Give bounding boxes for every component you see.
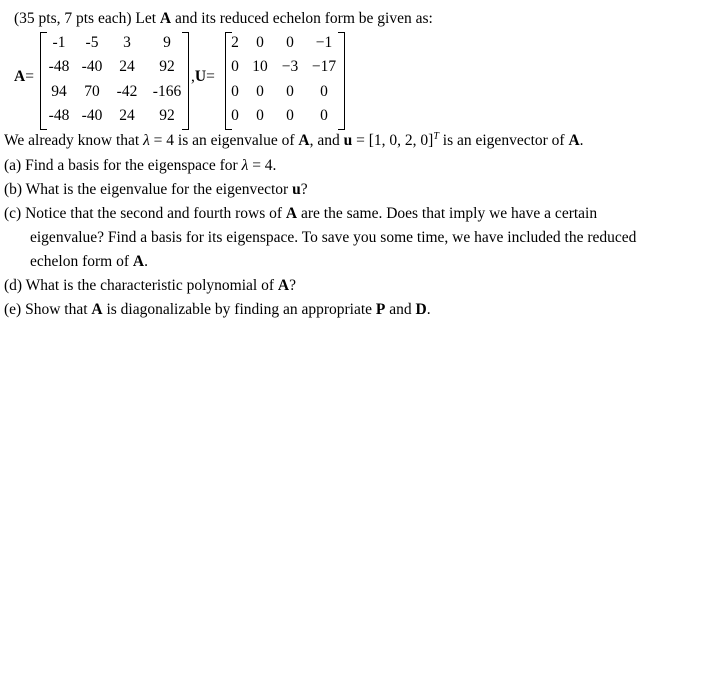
matrix-u-cell: 0 xyxy=(256,107,264,124)
matrix-a-cell: -5 xyxy=(85,34,99,51)
question-a: (a) Find a basis for the eigenspace for λ = 4. xyxy=(4,157,277,174)
matrix-u-cell: −3 xyxy=(281,58,299,75)
problem-intro xyxy=(14,10,433,28)
matrix-a-cell: 24 xyxy=(119,107,135,124)
matrix-u-cell: 0 xyxy=(286,34,294,51)
matrix-u-label: ,U= xyxy=(191,68,215,85)
matrix-a-cell: 92 xyxy=(159,58,175,75)
matrix-a-cell: -48 xyxy=(48,58,70,75)
matrix-a-cell: -40 xyxy=(81,107,103,124)
question-b: (b) What is the eigenvalue for the eigenvector u? xyxy=(4,181,308,198)
matrix-a-cell: 24 xyxy=(119,58,135,75)
matrix-a-label: A= xyxy=(14,68,34,85)
matrix-a-cell: -48 xyxy=(48,107,70,124)
matrix-u-cell: 0 xyxy=(286,83,294,100)
matrix-a-cell: 9 xyxy=(163,34,171,51)
matrix-a-cell: 3 xyxy=(123,34,131,51)
matrix-a-cell: -166 xyxy=(152,83,182,100)
intro-matrix-a: A xyxy=(159,10,172,27)
matrix-u-cell: 10 xyxy=(252,58,268,75)
intro-points: (35 pts, 7 pts each) Let xyxy=(14,10,160,27)
matrix-a-cell: -40 xyxy=(81,58,103,75)
problem-page xyxy=(0,0,668,352)
question-c-line-2: eigenvalue? Find a basis for its eigenspace. To save you some time, we have included the reduced xyxy=(30,229,637,246)
question-e: (e) Show that A is diagonalizable by finding an appropriate P and D. xyxy=(4,301,431,318)
matrix-a-cell: -1 xyxy=(52,34,66,51)
matrix-u-cell: 0 xyxy=(231,58,239,75)
matrix-u-cell: 0 xyxy=(231,83,239,100)
matrix-u-cell: 0 xyxy=(256,34,264,51)
question-d: (d) What is the characteristic polynomial of A? xyxy=(4,277,296,294)
matrix-a-cell: 70 xyxy=(84,83,100,100)
question-c-line-3: echelon form of A. xyxy=(30,253,148,270)
matrix-a-cell: 92 xyxy=(159,107,175,124)
matrix-u-cell: −1 xyxy=(315,34,333,51)
matrix-u-cell: 0 xyxy=(320,83,328,100)
matrix-u-cell: 0 xyxy=(256,83,264,100)
matrix-u-cell: 0 xyxy=(320,107,328,124)
question-c: (c) Notice that the second and fourth rows of A are the same. Does that imply we have a certain xyxy=(4,205,598,222)
matrix-u-cell: 0 xyxy=(231,107,239,124)
known-eigen-statement: We already know that λ = 4 is an eigenvalue of A, and u = [1, 0, 2, 0]$^T$ is an eigenvector of A. xyxy=(4,131,584,149)
matrix-a-cell: -42 xyxy=(116,83,138,100)
matrix-u-cell: 0 xyxy=(286,107,294,124)
matrix-u-cell: 2 xyxy=(231,34,239,51)
intro-rest: and its reduced echelon form be given as: xyxy=(171,10,433,27)
matrix-a-cell: 94 xyxy=(51,83,67,100)
matrix-u-cell: −17 xyxy=(311,58,337,75)
